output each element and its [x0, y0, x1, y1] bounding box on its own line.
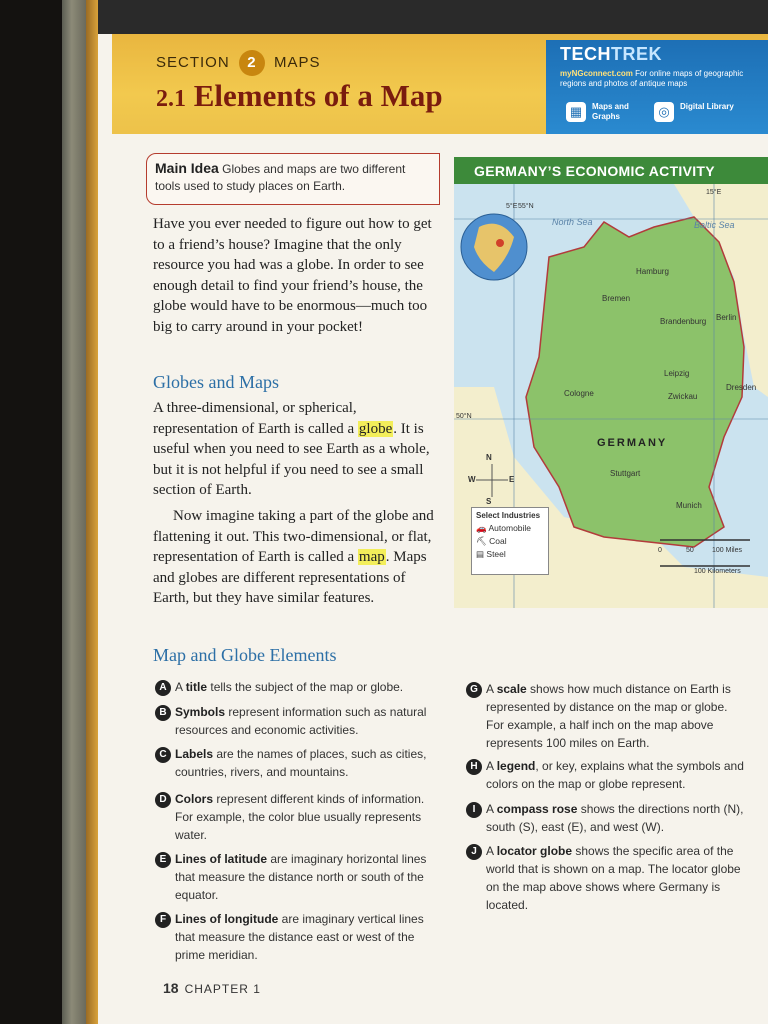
element-item	[466, 754, 746, 793]
city-hamburg: Hamburg	[636, 267, 669, 276]
page-top-shadow	[98, 0, 768, 34]
page-edge	[62, 0, 86, 1024]
legend-steel: ▤ Steel	[476, 549, 506, 559]
element-term: legend	[496, 759, 536, 773]
compass-w: W	[468, 475, 476, 484]
element-item	[155, 787, 435, 844]
element-text: A locator globe shows the specific area of the world that is shown on a map. The locator globe on the map above shows where Germany is located.	[486, 844, 741, 912]
lat-label-50: 50°N	[456, 413, 472, 420]
element-item	[155, 907, 435, 964]
element-text: Symbols represent information such as natural resources and economic activities.	[175, 705, 427, 737]
scale-miles: 100 Miles	[712, 547, 742, 554]
element-letter-badge: J	[466, 844, 482, 860]
legend-coal: ⛏ Coal	[476, 536, 507, 546]
page-title: 2.1 Elements of a Map	[156, 78, 443, 113]
techtrek-box[interactable]	[546, 40, 768, 134]
compass-e: E	[509, 475, 515, 484]
book-spine	[0, 0, 62, 1024]
heading-globes-maps: Globes and Maps	[153, 372, 279, 392]
element-term: Labels	[175, 747, 214, 761]
element-text: Colors represent different kinds of information. For example, the color blue usually represents water.	[175, 792, 425, 842]
chapter-label: CHAPTER 1	[184, 982, 261, 996]
scale-km: 100 Kilometers	[694, 568, 741, 575]
techtrek-description: myNGconnect.com For online maps of geographic regions and photos of antique maps	[560, 69, 744, 88]
city-bremen: Bremen	[602, 294, 631, 303]
element-text: Lines of latitude are imaginary horizontal lines that measure the distance north or south of the equator.	[175, 852, 427, 902]
section-label: SECTION 2 MAPS	[156, 50, 321, 76]
element-item	[466, 677, 746, 752]
page-number: 18	[163, 980, 179, 996]
techtrek-maps-graphs[interactable]: Maps and Graphs	[592, 102, 629, 121]
element-item	[155, 700, 435, 739]
city-munich: Munich	[676, 501, 702, 510]
element-term: Symbols	[175, 705, 226, 719]
city-berlin: Berlin	[716, 313, 737, 322]
country-label: GERMANY	[597, 437, 668, 449]
page-footer	[163, 980, 261, 996]
legend-title: Select Industries	[476, 511, 541, 520]
north-sea-label: North Sea	[552, 217, 593, 227]
element-item	[155, 847, 435, 904]
city-cologne: Cologne	[564, 389, 594, 398]
element-text: A legend, or key, explains what the symbols and colors on the map or globe represent.	[486, 759, 744, 791]
element-item	[466, 797, 746, 836]
map-paragraph: Now imagine taking a part of the globe and flattening it out. This two-dimensional, or flat, representation of Earth is called a map. Maps and globes are different representations of Earth, but they have similar features.	[153, 508, 434, 606]
element-item	[155, 675, 435, 696]
element-term: locator globe	[496, 844, 573, 858]
steel-icon: ▤	[476, 549, 485, 559]
element-letter-badge: D	[155, 792, 171, 808]
element-letter-badge: I	[466, 802, 482, 818]
lon-label-5: 5°E	[506, 203, 518, 210]
map-legend	[471, 507, 549, 575]
grid-icon: ▦	[566, 102, 586, 122]
compass-s: S	[486, 497, 492, 506]
element-text: Labels are the names of places, such as cities, countries, rivers, and mountains.	[175, 747, 427, 779]
lat-label-55: 55°N	[518, 203, 534, 210]
techtrek-title: TECHTREK	[560, 44, 662, 64]
disc-icon: ◎	[654, 102, 674, 122]
heading-elements: Map and Globe Elements	[153, 645, 337, 665]
element-text: A scale shows how much distance on Earth is represented by distance on the map or globe. For example, a half inch on the map above represents 100 miles on Earth.	[486, 682, 731, 750]
element-term: Lines of latitude	[175, 852, 268, 866]
techtrek-digital-library[interactable]: Digital Library	[680, 102, 734, 111]
compass-n: N	[486, 453, 492, 462]
element-text: Lines of longitude are imaginary vertical lines that measure the distance east or west of the prime meridian.	[175, 912, 424, 962]
element-term: title	[185, 680, 208, 694]
city-stuttgart: Stuttgart	[610, 469, 641, 478]
coal-icon: ⛏	[476, 536, 487, 546]
legend-automobile: 🚗 Automobile	[476, 523, 532, 533]
intro-paragraph: Have you ever needed to figure out how to get to a friend’s house? Imagine that the only resource you had was a globe. In order to see enough detail to find your friend’s house, the globe would have to be enormous—much too big to carry around in your pocket!	[153, 216, 432, 335]
element-letter-badge: A	[155, 680, 171, 696]
element-term: compass rose	[496, 802, 578, 816]
element-text: A compass rose shows the directions north (N), south (S), east (E), and west (W).	[486, 802, 744, 834]
element-term: scale	[496, 682, 527, 696]
city-dresden: Dresden	[726, 383, 757, 392]
city-leipzig: Leipzig	[664, 369, 690, 378]
lon-label-15: 15°E	[706, 189, 722, 196]
element-letter-badge: C	[155, 747, 171, 763]
element-letter-badge: G	[466, 682, 482, 698]
element-item	[155, 742, 435, 781]
globe-paragraph: A three-dimensional, or spherical, representation of Earth is called a globe. It is useful when you need to see Earth as a whole, but it is not helpful if you need to see a small section of Earth.	[153, 400, 430, 498]
map-title: GERMANY’S ECONOMIC ACTIVITY	[454, 157, 768, 184]
section-number: 2	[239, 50, 265, 76]
element-letter-badge: F	[155, 912, 171, 928]
car-icon: 🚗	[476, 523, 487, 533]
element-text: A title tells the subject of the map or globe.	[175, 680, 404, 694]
cover-edge	[86, 0, 98, 1024]
element-term: Colors	[175, 792, 214, 806]
baltic-sea-label: Baltic Sea	[694, 220, 735, 230]
city-zwickau: Zwickau	[668, 392, 698, 401]
element-term: Lines of longitude	[175, 912, 279, 926]
element-item	[466, 839, 746, 914]
element-letter-badge: B	[155, 705, 171, 721]
element-letter-badge: E	[155, 852, 171, 868]
city-brandenburg: Brandenburg	[660, 317, 707, 326]
element-letter-badge: H	[466, 759, 482, 775]
scale-fifty: 50	[686, 547, 694, 554]
main-idea-box: Main Idea Globes and maps are two different tools used to study places on Earth.	[146, 153, 440, 205]
scale-zero: 0	[658, 547, 662, 554]
